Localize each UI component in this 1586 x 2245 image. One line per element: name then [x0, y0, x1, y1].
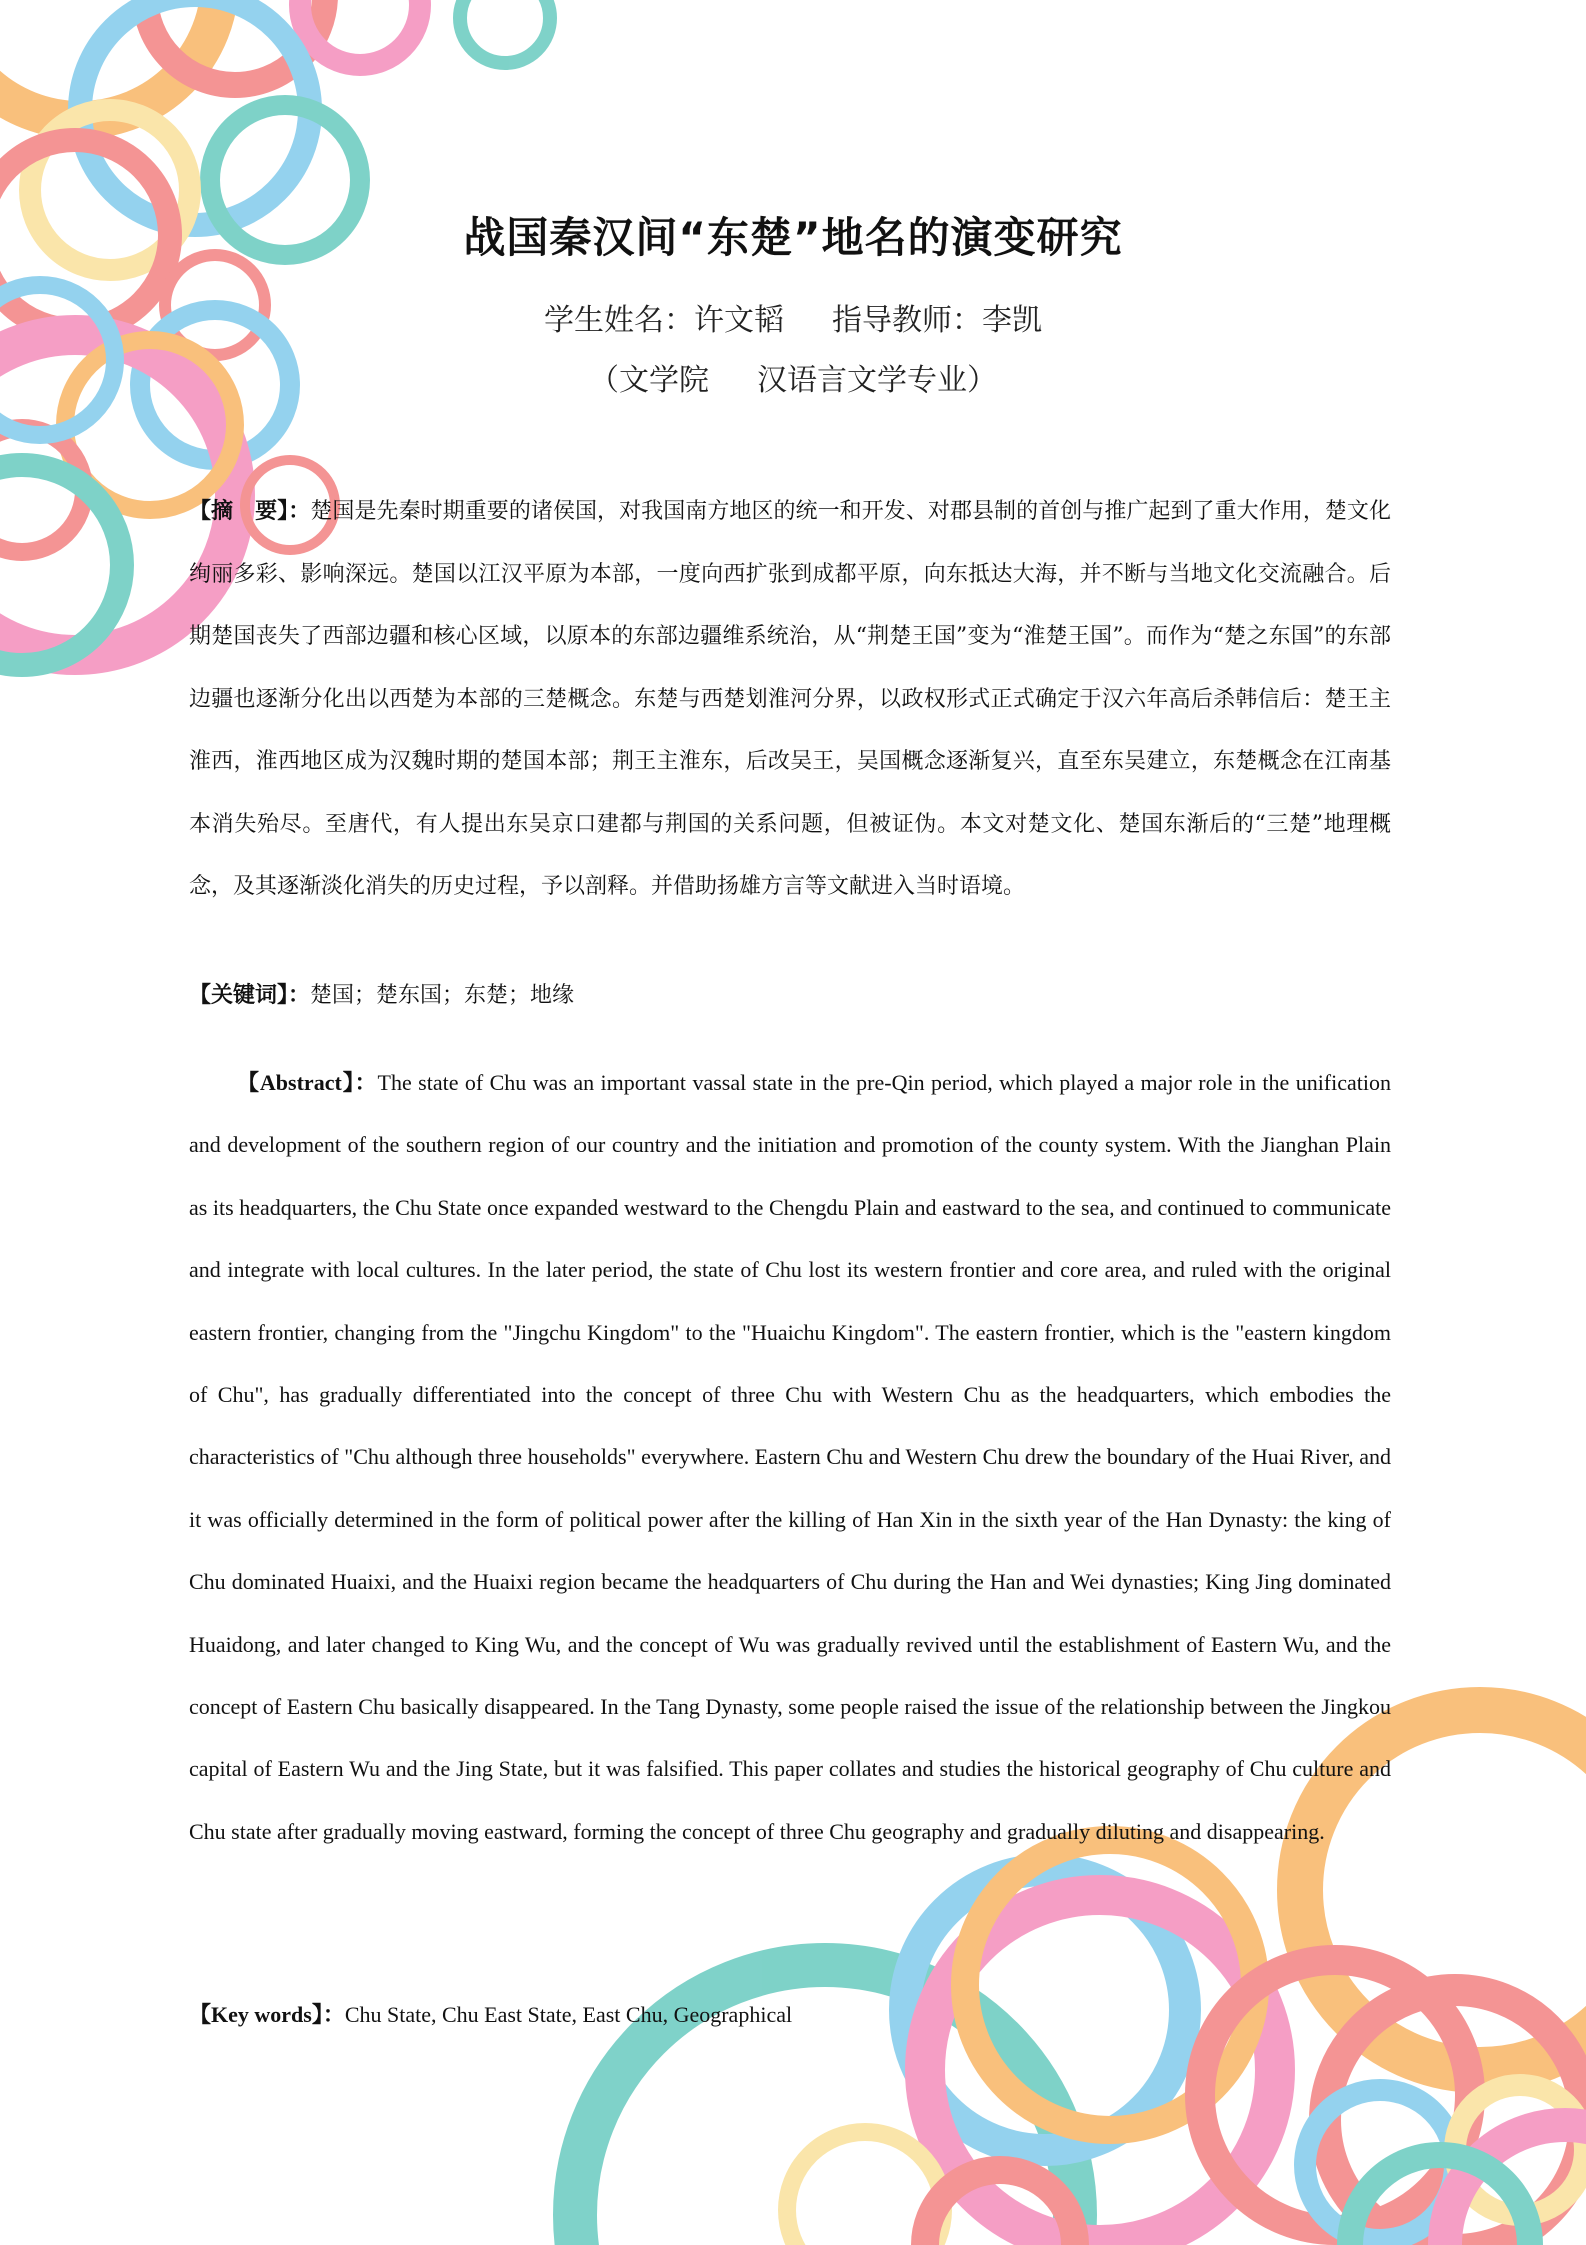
ring: [925, 1895, 1275, 2245]
keywords-cn-text: 楚国；楚东国；东楚；地缘: [310, 983, 575, 1008]
abstract-cn-text: 楚国是先秦时期重要的诸侯国，对我国南方地区的统一和开发、对郡县制的首创与推广起到了重大作用，楚文化绚丽多彩、影响深远。楚国以江汉平原为本部，一度向西扩张到成都平原，向东抵达大海，并不断与当地文化交流融合。后期楚国丧失了西部边疆和核心区域，以原本的东部边疆维系统治，从“荆楚王国”变为“淮楚王国”。而作为“楚之东国”的东部边疆也逐渐分化出以西楚为本部的三楚概念。东楚与西楚划淮河分界，以政权形式正式确定于汉六年高后杀韩信后：楚王主淮西，淮西地区成为汉魏时期的楚国本部；荆王主淮东，后改吴王，吴国概念逐渐复兴，直至东吴建立，东楚概念在江南基本消失殆尽。至唐代，有人提出东吴京口建都与荆国的关系问题，但被证伪。本文对楚文化、楚国东渐后的“三楚”地理概念，及其逐渐淡化消失的历史过程，予以剖释。并借助扬雄方言等文献进入当时语境。: [189, 499, 1391, 899]
keywords-english: [189, 1995, 1391, 2035]
ring: [0, 465, 122, 665]
ring: [1445, 2125, 1586, 2245]
college: 文学院: [619, 363, 709, 398]
author-line: [0, 295, 1586, 339]
paren-close: ）: [967, 363, 997, 398]
ring: [80, 0, 310, 225]
ring: [300, 0, 420, 65]
abstract-cn-label: 【摘 要】：: [189, 498, 311, 524]
abstract-en-label: 【Abstract】：: [237, 1070, 378, 1095]
major: 汉语言文学专业: [757, 363, 967, 398]
ring: [787, 2132, 943, 2245]
student-name: 许文韬: [694, 303, 784, 338]
affiliation-line: [0, 355, 1586, 399]
keywords-cn-label: 【关键词】：: [189, 982, 311, 1008]
ring: [1305, 2090, 1455, 2240]
ring: [0, 0, 220, 120]
advisor-name: 李凯: [982, 303, 1042, 338]
abstract-en-text: The state of Chu was an important vassal state in the pre-Qin period, which played a major role in the unification and development of the southern region of our country and the initiation and promotion of the county system. With the Jianghan Plain as its headquarters, the Chu State once expanded westward to the Chengdu Plain and eastward to the sea, and continued to communicate and integrate with local cultures. In the later period, the state of Chu lost its western frontier and core area, and ruled with the original eastern frontier, changing from the "Jingchu Kingdom" to the "Huaichu Kingdom". The eastern frontier, which is the "eastern kingdom of Chu", has gradually differentiated into the concept of three Chu with Western Chu as the headquarters, which embodies the characteristics of "Chu although three households" everywhere. Eastern Chu and Western Chu drew the boundary of the Huai River, and it was officially determined in the form of political power after the killing of Han Xin in the sixth year of the Han Dynasty: the king of Chu dominated Huaixi, and the Huaixi region became the headquarters of Chu during the Han and Wei dynasties; King Jing dominated Huaidong, and later changed to King Wu, and the concept of Wu was gradually revived until the establishment of Eastern Wu, and the concept of Eastern Chu basically disappeared. In the Tang Dynasty, some people raised the issue of the relationship between the Jingkou capital of Eastern Wu and the Jing State, but it was falsified. This paper collates and studies the historical geography of Chu culture and Chu state after gradually moving eastward, forming the concept of three Chu geography and gradually diluting and disappearing.: [189, 1070, 1391, 1844]
advisor-label: 指导教师：: [832, 303, 982, 338]
ring: [145, 0, 325, 85]
ring: [925, 2170, 1075, 2245]
ring: [0, 428, 84, 552]
document-title: 战国秦汉间“东楚”地名的演变研究: [463, 213, 1123, 262]
keywords-en-label: 【Key words】：: [189, 2002, 345, 2027]
ring: [965, 1840, 1255, 2130]
abstract-english: [189, 1052, 1391, 1863]
ring: [1350, 2155, 1530, 2245]
keywords-en-text: Chu State, Chu East State, East Chu, Geographical: [344, 2002, 793, 2027]
ring: [460, 0, 550, 63]
keywords-chinese: [189, 975, 1391, 1016]
paren-open: （: [589, 363, 619, 398]
student-label: 学生姓名：: [544, 303, 694, 338]
ring: [1455, 2085, 1585, 2215]
abstract-chinese: [189, 480, 1391, 919]
